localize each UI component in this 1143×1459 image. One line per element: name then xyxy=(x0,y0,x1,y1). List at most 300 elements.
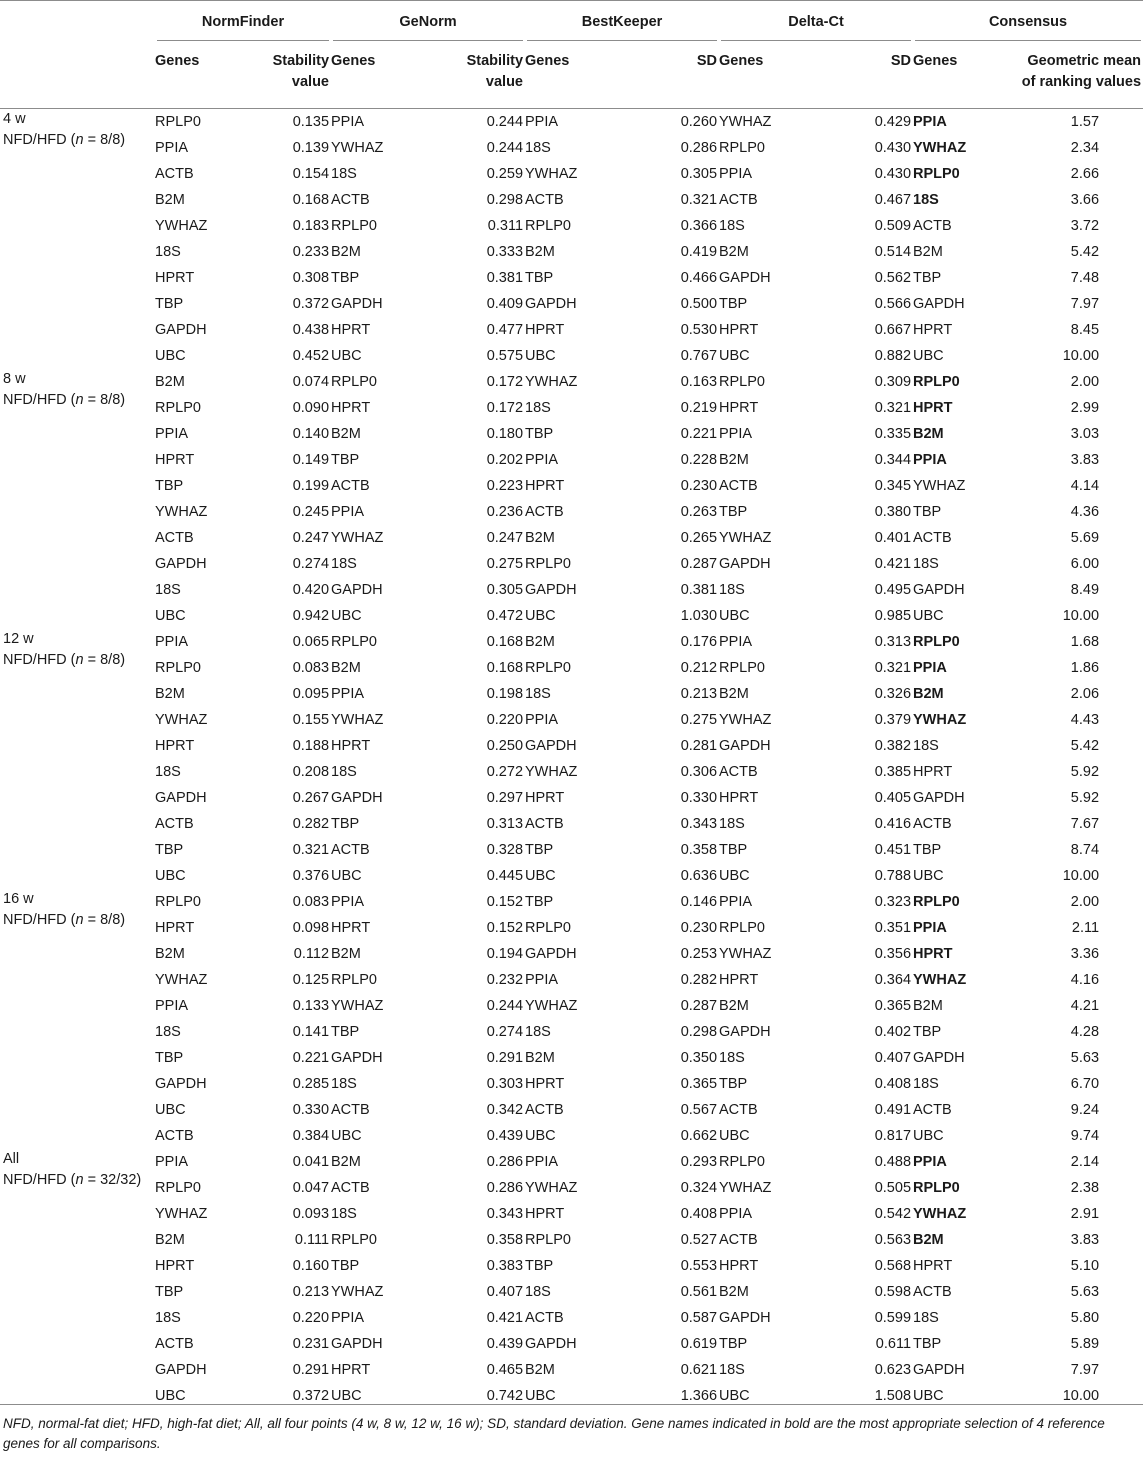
sample-size-value: = 8/8) xyxy=(83,911,126,928)
delta-ct-sd: 0.451 xyxy=(874,841,912,858)
normfinder-stability-value: 0.420 xyxy=(292,581,330,598)
genorm-stability-value: 0.194 xyxy=(486,945,524,962)
genorm-gene: UBC xyxy=(331,347,362,364)
genorm-stability-value: 0.472 xyxy=(486,607,524,624)
table-row xyxy=(0,317,1143,343)
consensus-gene: ACTB xyxy=(913,217,952,234)
bestkeeper-sd: 0.408 xyxy=(680,1205,718,1222)
genorm-stability-value: 0.313 xyxy=(486,815,524,832)
table-row xyxy=(0,265,1143,291)
consensus-geometric-mean: 1.57 xyxy=(1070,113,1100,130)
delta-ct-gene: ACTB xyxy=(719,763,758,780)
genes-column-header: Genes xyxy=(525,53,570,69)
delta-ct-gene: PPIA xyxy=(719,633,753,650)
normfinder-stability-value: 0.140 xyxy=(292,425,330,442)
bestkeeper-sd: 0.287 xyxy=(680,997,718,1014)
consensus-gene: 18S xyxy=(913,191,939,208)
genorm-gene: 18S xyxy=(331,1075,357,1092)
consensus-gene: UBC xyxy=(913,347,944,364)
bestkeeper-gene: ACTB xyxy=(525,191,564,208)
normfinder-gene: GAPDH xyxy=(155,1361,207,1378)
consensus-gene: TBP xyxy=(913,1335,942,1352)
delta-ct-sd: 0.611 xyxy=(875,1335,912,1352)
sample-size-n: n xyxy=(75,651,84,668)
bestkeeper-sd: 0.530 xyxy=(680,321,718,338)
normfinder-gene: B2M xyxy=(155,685,185,702)
consensus-gene: HPRT xyxy=(913,763,953,780)
delta-ct-gene: 18S xyxy=(719,1361,745,1378)
delta-ct-sd: 0.421 xyxy=(874,555,912,572)
table-row xyxy=(0,499,1143,525)
normfinder-stability-value: 0.247 xyxy=(292,529,330,546)
bestkeeper-sd: 0.212 xyxy=(680,659,718,676)
consensus-geometric-mean: 4.16 xyxy=(1070,971,1100,988)
table-row xyxy=(0,473,1143,499)
genes-column-header: Genes xyxy=(331,53,376,69)
consensus-geometric-mean: 4.36 xyxy=(1070,503,1100,520)
table-row xyxy=(0,863,1143,889)
consensus-geometric-mean: 5.92 xyxy=(1070,763,1100,780)
table-row xyxy=(0,655,1143,681)
consensus-gene: UBC xyxy=(913,867,944,884)
bestkeeper-sd: 0.466 xyxy=(680,269,718,286)
table-row xyxy=(0,1019,1143,1045)
normfinder-stability-value: 0.188 xyxy=(292,737,330,754)
genorm-gene: PPIA xyxy=(331,893,365,910)
bestkeeper-sd: 1.030 xyxy=(680,607,718,624)
normfinder-gene: B2M xyxy=(155,945,185,962)
bestkeeper-sd: 0.553 xyxy=(680,1257,718,1274)
table-row xyxy=(0,369,1143,395)
delta-ct-gene: UBC xyxy=(719,1387,750,1404)
normfinder-stability-value: 0.125 xyxy=(292,971,330,988)
genorm-gene: PPIA xyxy=(331,113,365,130)
table-bottom-rule xyxy=(0,1404,1143,1405)
normfinder-gene: TBP xyxy=(155,1283,184,1300)
bestkeeper-gene: UBC xyxy=(525,867,556,884)
genorm-stability-value: 0.172 xyxy=(486,373,524,390)
delta-ct-sd: 0.326 xyxy=(874,685,912,702)
normfinder-gene: TBP xyxy=(155,477,184,494)
consensus-geometric-mean: 4.14 xyxy=(1070,477,1100,494)
delta-ct-sd: 0.344 xyxy=(874,451,912,468)
consensus-gene: GAPDH xyxy=(913,581,965,598)
delta-ct-gene: B2M xyxy=(719,243,749,260)
method-header: Consensus xyxy=(913,1,1143,42)
sample-size-prefix: NFD/HFD ( xyxy=(3,391,76,408)
value-header-line: value xyxy=(485,74,524,90)
delta-ct-gene: RPLP0 xyxy=(719,1153,765,1170)
delta-ct-gene: PPIA xyxy=(719,425,753,442)
sample-size-prefix: NFD/HFD ( xyxy=(3,911,76,928)
bestkeeper-sd: 0.213 xyxy=(680,685,718,702)
bestkeeper-sd: 0.163 xyxy=(680,373,718,390)
normfinder-stability-value: 0.098 xyxy=(292,919,330,936)
genorm-gene: 18S xyxy=(331,555,357,572)
delta-ct-sd: 0.509 xyxy=(874,217,912,234)
delta-ct-sd: 0.309 xyxy=(874,373,912,390)
genorm-stability-value: 0.445 xyxy=(486,867,524,884)
bestkeeper-sd: 0.263 xyxy=(680,503,718,520)
bestkeeper-sd: 0.265 xyxy=(680,529,718,546)
sample-size-prefix: NFD/HFD ( xyxy=(3,132,76,148)
value-header-line: SD xyxy=(696,53,718,69)
normfinder-stability-value: 0.135 xyxy=(292,113,330,130)
delta-ct-gene: HPRT xyxy=(719,1257,759,1274)
genorm-stability-value: 0.244 xyxy=(486,139,524,156)
normfinder-gene: 18S xyxy=(155,763,181,780)
genorm-gene: ACTB xyxy=(331,477,370,494)
genorm-stability-value: 0.247 xyxy=(486,529,524,546)
normfinder-gene: ACTB xyxy=(155,1127,194,1144)
normfinder-gene: ACTB xyxy=(155,1335,194,1352)
table-row xyxy=(0,1253,1143,1279)
bestkeeper-gene: ACTB xyxy=(525,1101,564,1118)
delta-ct-gene: HPRT xyxy=(719,971,759,988)
normfinder-gene: UBC xyxy=(155,1101,186,1118)
bestkeeper-gene: ACTB xyxy=(525,1309,564,1326)
table-row xyxy=(0,733,1143,759)
bestkeeper-gene: HPRT xyxy=(525,789,565,806)
normfinder-gene: GAPDH xyxy=(155,1075,207,1092)
normfinder-gene: B2M xyxy=(155,1231,185,1248)
normfinder-gene: RPLP0 xyxy=(155,659,201,676)
bestkeeper-gene: B2M xyxy=(525,1049,555,1066)
normfinder-gene: GAPDH xyxy=(155,555,207,572)
delta-ct-sd: 0.542 xyxy=(874,1205,912,1222)
bestkeeper-sd: 0.146 xyxy=(680,893,718,910)
genorm-gene: HPRT xyxy=(331,1361,371,1378)
normfinder-stability-value: 0.220 xyxy=(292,1309,330,1326)
bestkeeper-sd: 0.381 xyxy=(680,581,718,598)
bestkeeper-gene: 18S xyxy=(525,1023,551,1040)
consensus-gene: GAPDH xyxy=(913,1361,965,1378)
consensus-geometric-mean: 7.67 xyxy=(1070,815,1100,832)
delta-ct-sd: 0.667 xyxy=(874,321,912,338)
delta-ct-sd: 0.407 xyxy=(874,1049,912,1066)
normfinder-gene: B2M xyxy=(155,373,185,390)
table-row xyxy=(0,421,1143,447)
genorm-stability-value: 0.328 xyxy=(486,841,524,858)
delta-ct-gene: ACTB xyxy=(719,477,758,494)
consensus-gene: 18S xyxy=(913,555,939,572)
genorm-stability-value: 0.439 xyxy=(486,1335,524,1352)
bestkeeper-gene: TBP xyxy=(525,893,554,910)
normfinder-stability-value: 0.330 xyxy=(292,1101,330,1118)
delta-ct-gene: TBP xyxy=(719,295,748,312)
consensus-gene: B2M xyxy=(913,243,943,260)
value-header-line: Stability xyxy=(466,53,524,69)
timepoint-label: 16 w xyxy=(3,890,34,907)
normfinder-stability-value: 0.231 xyxy=(292,1335,330,1352)
genorm-stability-value: 0.421 xyxy=(486,1309,524,1326)
table-row xyxy=(0,1175,1143,1201)
table-row xyxy=(0,1123,1143,1149)
table-row xyxy=(0,291,1143,317)
normfinder-stability-value: 0.095 xyxy=(292,685,330,702)
genorm-gene: HPRT xyxy=(331,737,371,754)
normfinder-gene: ACTB xyxy=(155,529,194,546)
table-row xyxy=(0,109,1143,135)
bestkeeper-gene: RPLP0 xyxy=(525,919,571,936)
consensus-geometric-mean: 7.48 xyxy=(1070,269,1100,286)
bestkeeper-sd: 0.567 xyxy=(680,1101,718,1118)
sample-size-n: n xyxy=(75,1171,84,1188)
genorm-stability-value: 0.202 xyxy=(486,451,524,468)
normfinder-stability-value: 0.372 xyxy=(292,295,330,312)
genorm-stability-value: 0.274 xyxy=(486,1023,524,1040)
table-row xyxy=(0,1305,1143,1331)
sample-size-label xyxy=(3,650,155,671)
consensus-gene: RPLP0 xyxy=(913,165,960,182)
delta-ct-gene: YWHAZ xyxy=(719,113,772,130)
consensus-gene: UBC xyxy=(913,607,944,624)
genorm-stability-value: 0.383 xyxy=(486,1257,524,1274)
genorm-gene: RPLP0 xyxy=(331,217,377,234)
bestkeeper-gene: 18S xyxy=(525,399,551,416)
table-row xyxy=(0,1227,1143,1253)
delta-ct-gene: GAPDH xyxy=(719,1309,771,1326)
table-row xyxy=(0,187,1143,213)
delta-ct-sd: 0.402 xyxy=(874,1023,912,1040)
consensus-gene: B2M xyxy=(913,997,943,1014)
bestkeeper-sd: 1.366 xyxy=(680,1387,718,1404)
consensus-gene: ACTB xyxy=(913,1283,952,1300)
delta-ct-gene: RPLP0 xyxy=(719,139,765,156)
normfinder-gene: PPIA xyxy=(155,425,189,442)
normfinder-gene: YWHAZ xyxy=(155,711,208,728)
consensus-geometric-mean: 10.00 xyxy=(1062,347,1100,364)
delta-ct-sd: 0.365 xyxy=(874,997,912,1014)
table-row xyxy=(0,967,1143,993)
delta-ct-sd: 0.568 xyxy=(874,1257,912,1274)
delta-ct-sd: 0.356 xyxy=(874,945,912,962)
bestkeeper-sd: 0.228 xyxy=(680,451,718,468)
sample-size-prefix: NFD/HFD ( xyxy=(3,651,76,668)
bestkeeper-gene: UBC xyxy=(525,1387,556,1404)
bestkeeper-gene: PPIA xyxy=(525,1153,559,1170)
delta-ct-sd: 0.505 xyxy=(874,1179,912,1196)
genorm-stability-value: 0.742 xyxy=(486,1387,524,1404)
consensus-geometric-mean: 1.86 xyxy=(1070,659,1100,676)
consensus-gene: HPRT xyxy=(913,321,953,338)
consensus-geometric-mean: 2.11 xyxy=(1071,919,1100,936)
genorm-stability-value: 0.333 xyxy=(486,243,524,260)
value-header-line: Stability xyxy=(272,53,330,69)
delta-ct-gene: UBC xyxy=(719,1127,750,1144)
consensus-gene: RPLP0 xyxy=(913,893,960,910)
genorm-stability-value: 0.275 xyxy=(486,555,524,572)
consensus-gene: PPIA xyxy=(913,451,947,468)
table-row xyxy=(0,785,1143,811)
genorm-gene: 18S xyxy=(331,1205,357,1222)
consensus-geometric-mean: 7.97 xyxy=(1070,295,1100,312)
consensus-geometric-mean: 5.63 xyxy=(1070,1049,1100,1066)
bestkeeper-sd: 0.253 xyxy=(680,945,718,962)
bestkeeper-sd: 0.287 xyxy=(680,555,718,572)
bestkeeper-sd: 0.293 xyxy=(680,1153,718,1170)
genorm-gene: 18S xyxy=(331,165,357,182)
normfinder-stability-value: 0.139 xyxy=(292,139,330,156)
bestkeeper-sd: 0.176 xyxy=(680,633,718,650)
sample-size-value: = 32/32) xyxy=(83,1171,142,1188)
genorm-stability-value: 0.342 xyxy=(486,1101,524,1118)
consensus-gene: GAPDH xyxy=(913,789,965,806)
consensus-geometric-mean: 8.74 xyxy=(1070,841,1100,858)
normfinder-stability-value: 0.154 xyxy=(292,165,330,182)
delta-ct-gene: UBC xyxy=(719,347,750,364)
genes-column-header: Genes xyxy=(155,53,200,69)
timepoint-group-label xyxy=(0,109,155,369)
bestkeeper-gene: YWHAZ xyxy=(525,373,578,390)
delta-ct-gene: B2M xyxy=(719,451,749,468)
genorm-gene: GAPDH xyxy=(331,295,383,312)
delta-ct-sd: 0.379 xyxy=(874,711,912,728)
table-row xyxy=(0,213,1143,239)
genorm-stability-value: 0.575 xyxy=(486,347,524,364)
consensus-gene: UBC xyxy=(913,1387,944,1404)
empty-header-cell xyxy=(0,1,155,42)
consensus-gene: GAPDH xyxy=(913,295,965,312)
consensus-geometric-mean: 5.92 xyxy=(1070,789,1100,806)
bestkeeper-sd: 0.561 xyxy=(680,1283,718,1300)
bestkeeper-sd: 0.221 xyxy=(680,425,718,442)
genorm-stability-value: 0.198 xyxy=(486,685,524,702)
table-row xyxy=(0,1045,1143,1071)
delta-ct-sd: 0.321 xyxy=(874,399,912,416)
genorm-stability-value: 0.286 xyxy=(486,1179,524,1196)
normfinder-stability-value: 0.168 xyxy=(292,191,330,208)
table-row xyxy=(0,941,1143,967)
genorm-stability-value: 0.168 xyxy=(486,659,524,676)
normfinder-gene: GAPDH xyxy=(155,321,207,338)
consensus-gene: UBC xyxy=(913,1127,944,1144)
normfinder-gene: YWHAZ xyxy=(155,503,208,520)
delta-ct-gene: PPIA xyxy=(719,165,753,182)
bestkeeper-sd: 0.275 xyxy=(680,711,718,728)
normfinder-gene: TBP xyxy=(155,841,184,858)
genorm-gene: B2M xyxy=(331,945,361,962)
table-row xyxy=(0,629,1143,655)
consensus-geometric-mean: 5.63 xyxy=(1070,1283,1100,1300)
sample-size-n: n xyxy=(75,391,84,408)
normfinder-stability-value: 0.149 xyxy=(292,451,330,468)
bestkeeper-gene: TBP xyxy=(525,1257,554,1274)
delta-ct-sd: 0.495 xyxy=(874,581,912,598)
consensus-gene: ACTB xyxy=(913,815,952,832)
normfinder-stability-value: 0.213 xyxy=(292,1283,330,1300)
bestkeeper-gene: B2M xyxy=(525,633,555,650)
normfinder-gene: TBP xyxy=(155,295,184,312)
normfinder-stability-value: 0.384 xyxy=(292,1127,330,1144)
consensus-geometric-mean: 10.00 xyxy=(1062,607,1100,624)
normfinder-stability-value: 0.376 xyxy=(292,867,330,884)
genorm-gene: HPRT xyxy=(331,321,371,338)
genorm-gene: RPLP0 xyxy=(331,633,377,650)
bestkeeper-sd: 0.619 xyxy=(680,1335,718,1352)
table-row xyxy=(0,889,1143,915)
empty-header-cell xyxy=(0,41,155,109)
bestkeeper-gene: HPRT xyxy=(525,477,565,494)
bestkeeper-gene: UBC xyxy=(525,607,556,624)
genorm-stability-value: 0.250 xyxy=(486,737,524,754)
delta-ct-sd: 0.335 xyxy=(874,425,912,442)
normfinder-stability-value: 0.065 xyxy=(292,633,330,650)
normfinder-gene: PPIA xyxy=(155,139,189,156)
delta-ct-gene: 18S xyxy=(719,815,745,832)
table-row xyxy=(0,915,1143,941)
bestkeeper-sd: 0.767 xyxy=(680,347,718,364)
consensus-geometric-mean: 2.38 xyxy=(1070,1179,1100,1196)
sample-size-n: n xyxy=(75,911,84,928)
bestkeeper-gene: GAPDH xyxy=(525,737,577,754)
consensus-gene: ACTB xyxy=(913,1101,952,1118)
sample-size-value: = 8/8) xyxy=(83,132,126,148)
delta-ct-gene: HPRT xyxy=(719,399,759,416)
normfinder-gene: RPLP0 xyxy=(155,893,201,910)
delta-ct-sd: 0.382 xyxy=(874,737,912,754)
normfinder-gene: UBC xyxy=(155,607,186,624)
normfinder-gene: PPIA xyxy=(155,1153,189,1170)
delta-ct-gene: TBP xyxy=(719,503,748,520)
genorm-stability-value: 0.244 xyxy=(486,997,524,1014)
delta-ct-gene: YWHAZ xyxy=(719,711,772,728)
consensus-gene: PPIA xyxy=(913,1153,947,1170)
genorm-stability-value: 0.343 xyxy=(486,1205,524,1222)
genorm-stability-value: 0.152 xyxy=(486,893,524,910)
bestkeeper-gene: RPLP0 xyxy=(525,1231,571,1248)
table-body xyxy=(0,109,1143,1409)
genorm-stability-value: 0.244 xyxy=(486,113,524,130)
delta-ct-sd: 0.401 xyxy=(874,529,912,546)
bestkeeper-gene: UBC xyxy=(525,1127,556,1144)
delta-ct-gene: UBC xyxy=(719,867,750,884)
normfinder-gene: RPLP0 xyxy=(155,113,201,130)
consensus-gene: PPIA xyxy=(913,919,947,936)
consensus-geometric-mean: 8.49 xyxy=(1070,581,1100,598)
bestkeeper-gene: YWHAZ xyxy=(525,763,578,780)
normfinder-gene: 18S xyxy=(155,1309,181,1326)
delta-ct-sd: 0.313 xyxy=(874,633,912,650)
consensus-geometric-mean: 3.66 xyxy=(1070,191,1100,208)
bestkeeper-gene: YWHAZ xyxy=(525,997,578,1014)
genorm-gene: ACTB xyxy=(331,1101,370,1118)
bestkeeper-gene: TBP xyxy=(525,425,554,442)
genorm-stability-value: 0.286 xyxy=(486,1153,524,1170)
consensus-geometric-mean: 5.42 xyxy=(1070,737,1100,754)
consensus-gene: YWHAZ xyxy=(913,971,967,988)
consensus-geometric-mean: 2.06 xyxy=(1070,685,1100,702)
delta-ct-sd: 0.562 xyxy=(874,269,912,286)
timepoint-label: 12 w xyxy=(3,630,34,647)
normfinder-gene: 18S xyxy=(155,581,181,598)
consensus-geometric-mean: 10.00 xyxy=(1062,867,1100,884)
timepoint-label: 4 w xyxy=(3,111,26,127)
bestkeeper-sd: 0.219 xyxy=(680,399,718,416)
genorm-stability-value: 0.381 xyxy=(486,269,524,286)
delta-ct-sd: 0.882 xyxy=(874,347,912,364)
normfinder-stability-value: 0.274 xyxy=(292,555,330,572)
consensus-geometric-mean: 2.99 xyxy=(1070,399,1100,416)
consensus-geometric-mean: 2.66 xyxy=(1070,165,1100,182)
consensus-gene: YWHAZ xyxy=(913,477,966,494)
table-row xyxy=(0,525,1143,551)
table-row xyxy=(0,1279,1143,1305)
genorm-gene: ACTB xyxy=(331,841,370,858)
normfinder-stability-value: 0.452 xyxy=(292,347,330,364)
delta-ct-sd: 0.985 xyxy=(874,607,912,624)
normfinder-gene: UBC xyxy=(155,867,186,884)
